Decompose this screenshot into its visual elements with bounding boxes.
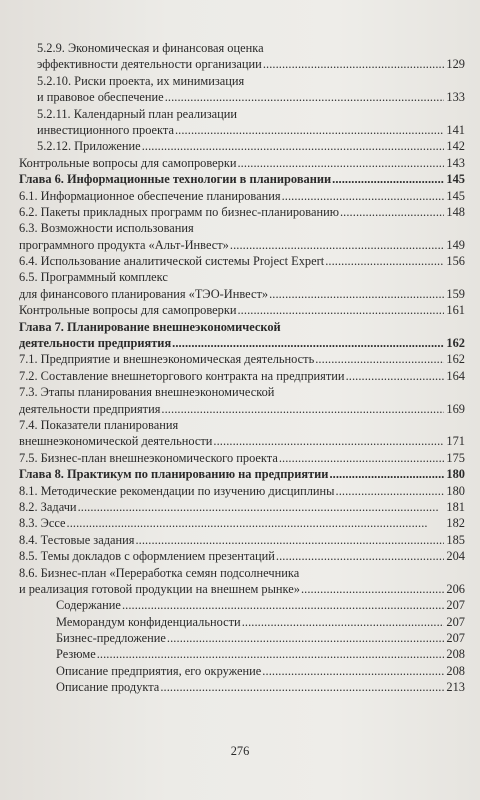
dot-leader <box>332 171 444 187</box>
toc-entry-page: 169 <box>446 401 465 416</box>
toc-entry <box>19 40 465 56</box>
dot-leader <box>269 286 444 302</box>
toc-entry-page: 208 <box>446 647 465 662</box>
dot-leader <box>262 663 444 679</box>
toc-entry-page: 207 <box>446 614 465 629</box>
toc-entry-page: 162 <box>446 336 465 351</box>
toc-entry <box>19 597 465 613</box>
toc-entry-title: 6.3. Возможности использования <box>19 221 194 236</box>
toc-entry <box>19 155 465 171</box>
toc-entry <box>19 106 465 122</box>
dot-leader <box>237 302 444 318</box>
toc-entry-page: 207 <box>446 631 465 646</box>
toc-entry-page: 133 <box>446 90 465 105</box>
toc-entry-page: 145 <box>446 172 465 187</box>
toc-entry-page: 162 <box>446 352 465 367</box>
toc-entry-page: 159 <box>446 286 465 301</box>
toc-entry-title: Глава 8. Практикум по планированию на предприятии <box>19 467 329 482</box>
dot-leader <box>67 515 444 531</box>
toc-entry <box>19 73 465 89</box>
dot-leader <box>230 237 444 253</box>
dot-leader <box>142 138 444 154</box>
toc-entry-title: 8.3. Эссе <box>19 516 66 531</box>
dot-leader <box>172 335 444 351</box>
dot-leader <box>213 433 444 449</box>
toc-entry-page: 156 <box>446 254 465 269</box>
toc-entry <box>19 417 465 433</box>
toc-entry-title: 5.2.10. Риски проекта, их минимизация <box>37 73 245 88</box>
toc-entry-title: инвестиционного проекта <box>37 122 174 137</box>
dot-leader <box>276 548 444 564</box>
dot-leader <box>97 646 444 662</box>
toc-chapter-entry <box>19 319 465 335</box>
dot-leader <box>282 188 444 204</box>
toc-entry-title: Бизнес-предложение <box>56 631 166 646</box>
dot-leader <box>160 679 444 695</box>
toc-entry <box>19 188 465 204</box>
table-of-contents <box>19 40 465 696</box>
toc-chapter-entry <box>19 335 465 351</box>
toc-entry <box>19 548 465 564</box>
dot-leader <box>135 532 444 548</box>
toc-entry <box>19 630 465 646</box>
toc-entry-title: Описание предприятия, его окружение <box>56 663 262 678</box>
dot-leader <box>340 204 444 220</box>
dot-leader <box>329 466 444 482</box>
toc-entry <box>19 286 465 302</box>
toc-entry-page: 182 <box>446 516 465 531</box>
toc-entry-title: 8.1. Методические рекомендации по изучению дисциплины <box>19 483 335 498</box>
toc-entry-title: 6.2. Пакеты прикладных программ по бизнес-планированию <box>19 204 339 219</box>
toc-entry-page: 208 <box>446 663 465 678</box>
toc-entry <box>19 368 465 384</box>
toc-entry <box>19 433 465 449</box>
toc-entry <box>19 56 465 72</box>
toc-entry-title: деятельности предприятия <box>19 336 172 351</box>
toc-entry-title: программного продукта «Альт-Инвест» <box>19 237 229 252</box>
toc-entry <box>19 401 465 417</box>
toc-entry-title: для финансового планирования «ТЭО-Инвест» <box>19 286 269 301</box>
toc-entry-title: 8.6. Бизнес-план «Переработка семян подсолнечника <box>19 565 300 580</box>
toc-entry <box>19 89 465 105</box>
toc-entry <box>19 384 465 400</box>
toc-entry-title: Контрольные вопросы для самопроверки <box>19 303 237 318</box>
toc-entry-title: и правовое обеспечение <box>37 90 164 105</box>
toc-entry-page: 206 <box>446 581 465 596</box>
toc-entry-title: Описание продукта <box>56 680 160 695</box>
toc-entry-title: Содержание <box>56 598 121 613</box>
toc-entry-page: 148 <box>446 204 465 219</box>
toc-entry-title: 8.2. Задачи <box>19 499 77 514</box>
toc-entry-page: 129 <box>446 57 465 72</box>
toc-entry <box>19 483 465 499</box>
toc-entry-title: 5.2.11. Календарный план реализации <box>37 106 238 121</box>
toc-entry-page: 161 <box>446 303 465 318</box>
toc-entry-page: 175 <box>446 450 465 465</box>
dot-leader <box>325 253 444 269</box>
toc-entry-page: 180 <box>446 483 465 498</box>
toc-entry-title: деятельности предприятия <box>19 401 161 416</box>
toc-entry-title: 6.1. Информационное обеспечение планирования <box>19 188 281 203</box>
toc-entry <box>19 565 465 581</box>
dot-leader <box>167 630 444 646</box>
toc-entry <box>19 138 465 154</box>
toc-entry-title: Резюме <box>56 647 96 662</box>
toc-entry-title: эффективности деятельности организации <box>37 57 262 72</box>
toc-entry-page: 143 <box>446 155 465 170</box>
toc-entry <box>19 499 465 515</box>
toc-entry <box>19 351 465 367</box>
toc-entry <box>19 237 465 253</box>
toc-entry-page: 180 <box>446 467 465 482</box>
dot-leader <box>175 122 444 138</box>
page-number: 276 <box>230 744 250 758</box>
toc-entry-page: 213 <box>446 680 465 695</box>
toc-entry-title: 7.1. Предприятие и внешнеэкономическая деятельность <box>19 352 315 367</box>
toc-entry-title: 5.2.9. Экономическая и финансовая оценка <box>37 41 264 55</box>
toc-entry <box>19 253 465 269</box>
dot-leader <box>242 614 444 630</box>
toc-entry-page: 185 <box>446 532 465 547</box>
toc-entry-title: 5.2.12. Приложение <box>37 139 141 154</box>
dot-leader <box>161 401 444 417</box>
toc-entry <box>19 663 465 679</box>
toc-entry <box>19 269 465 285</box>
toc-entry-page: 207 <box>446 598 465 613</box>
toc-entry <box>19 532 465 548</box>
dot-leader <box>237 155 444 171</box>
toc-entry <box>19 122 465 138</box>
dot-leader <box>122 597 444 613</box>
toc-entry-page: 141 <box>446 122 465 137</box>
toc-chapter-entry <box>19 466 465 482</box>
toc-entry-page: 142 <box>446 139 465 154</box>
toc-entry <box>19 614 465 630</box>
toc-entry-title: внешнеэкономической деятельности <box>19 434 213 449</box>
toc-entry-title: 7.2. Составление внешнеторгового контракта на предприятии <box>19 368 345 383</box>
toc-entry-title: Контрольные вопросы для самопроверки <box>19 155 237 170</box>
dot-leader <box>165 89 444 105</box>
toc-entry-page: 171 <box>446 434 465 449</box>
toc-entry-title: 6.5. Программный комплекс <box>19 270 168 285</box>
toc-entry-page: 145 <box>446 188 465 203</box>
toc-entry <box>19 679 465 695</box>
toc-entry <box>19 302 465 318</box>
dot-leader <box>263 56 444 72</box>
toc-entry <box>19 581 465 597</box>
toc-entry-title: 8.4. Тестовые задания <box>19 532 135 547</box>
toc-entry-title: Глава 6. Информационные технологии в планировании <box>19 172 332 187</box>
toc-entry <box>19 220 465 236</box>
toc-entry-title: и реализация готовой продукции на внешнем рынке» <box>19 581 300 596</box>
toc-entry-page: 164 <box>446 368 465 383</box>
toc-entry-page: 204 <box>446 549 465 564</box>
toc-entry-title: Глава 7. Планирование внешнеэкономической <box>19 319 281 334</box>
dot-leader <box>301 581 444 597</box>
toc-entry-title: Меморандум конфиденциальности <box>56 614 241 629</box>
dot-leader <box>336 483 445 499</box>
dot-leader <box>279 450 444 466</box>
toc-entry-page: 149 <box>446 237 465 252</box>
toc-entry-title: 7.3. Этапы планирования внешнеэкономической <box>19 385 275 400</box>
toc-entry <box>19 646 465 662</box>
toc-entry <box>19 204 465 220</box>
dot-leader <box>346 368 444 384</box>
toc-entry <box>19 515 465 531</box>
dot-leader <box>78 499 444 515</box>
toc-entry-title: 6.4. Использование аналитической системы Project Expert <box>19 254 325 269</box>
toc-entry-title: 7.5. Бизнес-план внешнеэкономического проекта <box>19 450 278 465</box>
toc-entry-page: 181 <box>446 499 465 514</box>
toc-entry-title: 8.5. Темы докладов с оформлением презентаций <box>19 549 275 564</box>
dot-leader <box>315 351 444 367</box>
toc-chapter-entry <box>19 171 465 187</box>
toc-entry-title: 7.4. Показатели планирования <box>19 417 179 432</box>
toc-entry <box>19 450 465 466</box>
